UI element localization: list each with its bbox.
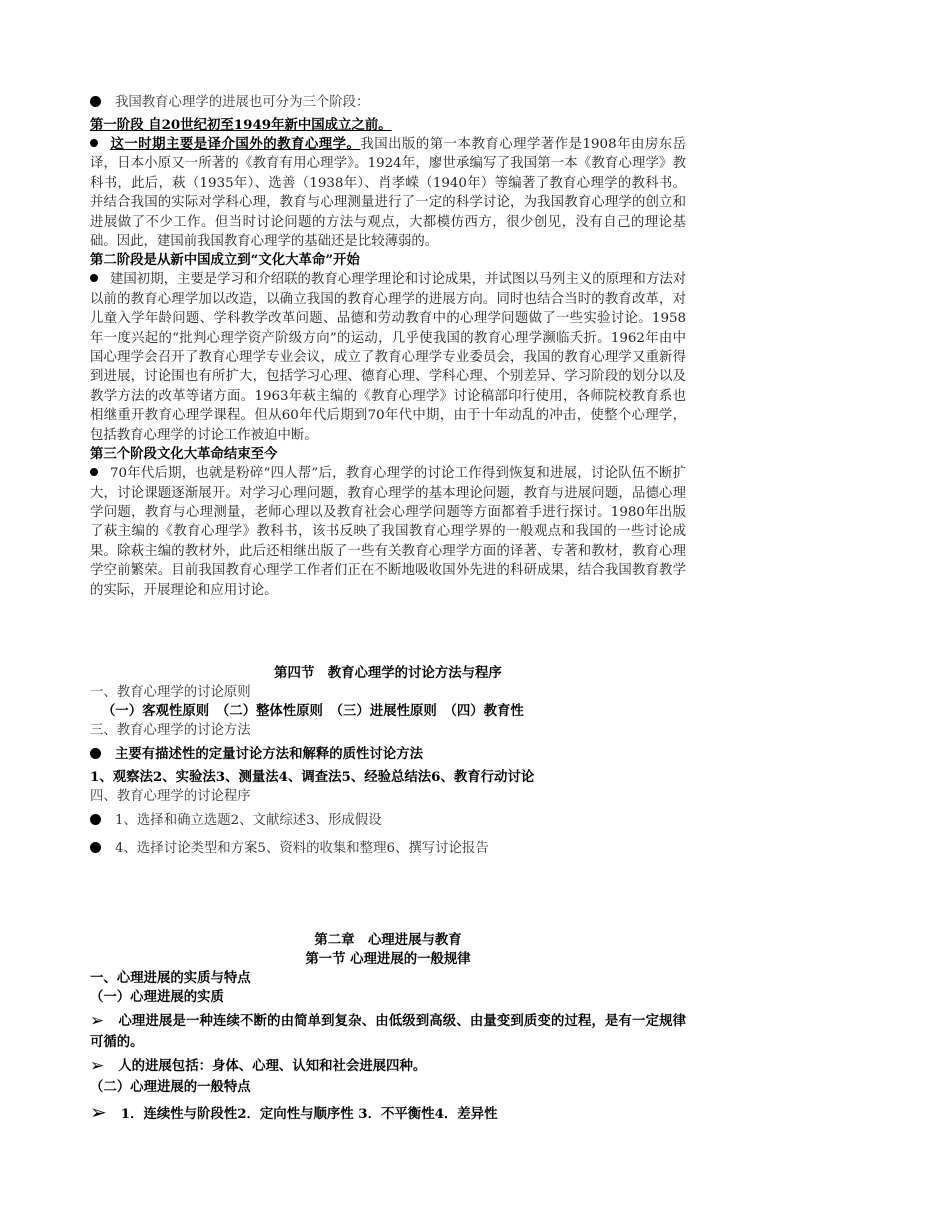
methods-heading: 三、教育心理学的讨论方法 [90,723,251,738]
procedure-line-1 [90,811,686,830]
chapter2-p3: 1．连续性与阶段性2．定向性与顺序性 3．不平衡性4．差异性 [120,1106,498,1122]
arrow-bullet-icon: ➢ [90,1011,105,1031]
stage2-paragraph [90,270,686,445]
principles-heading: 一、教育心理学的讨论原则 [90,685,251,700]
stage1-body: 我国出版的第一本教育心理学著作是1908年由房东岳译，日本小原又一所著的《教育有用心理学》。1924年，廖世承编写了我国第一本《教育心理学》教科书，此后，萩（1935年）、选善（1938年）、肖孝嵘（1940年）等编著了教育心理学的教科书。并结合我国的实际对学科心理，教育与心理测量进行了一定的科学讨论，为我国教育心理学的创立和进展做了不少工作。但当时讨论问题的方法与观点，大都模仿西方，很少创见，没有自己的理论基础。因此，建国前我国教育心理学的基础还是比较薄弱的。 [90,137,687,250]
procedure-heading: 四、教育心理学的讨论程序 [90,789,251,804]
bullet-icon [90,842,101,853]
arrow-bullet-icon: ➢ [90,1100,107,1124]
procedure-2: 4、选择讨论类型和方案5、资料的收集和整理6、撰写讨论报告 [115,841,489,856]
principles-list: （一）客观性原则 （二）整体性原则 （三）进展性原则 （四）教育性 [102,703,524,719]
chapter2-section [90,931,686,1124]
stage3-paragraph [90,464,686,600]
procedure-1: 1、选择和确立选题2、文献综述3、形成假设 [115,813,382,828]
bullet-icon [90,96,101,107]
bullet-icon [90,748,101,759]
stage1-paragraph [90,135,686,251]
stage2-body: 建国初期，主要是学习和介绍联的教育心理学理论和讨论成果，并试图以马列主义的原理和方法对以前的教育心理学加以改造，以确立我国的教育心理学的进展方向。同时也结合当时的教育改革，对儿童入学年龄问题、学科教学改革问题、品德和劳动教育中的心理学问题做了一些实验讨论。1958年一度兴起的“批判心理学资产阶级方向”的运动，几乎使我国的教育心理学濒临夭折。1962年由中国心理学会召开了教育心理学专业会议，成立了教育心理学专业委员会，我国的教育心理学又重新得到进展，讨论围也有所扩大，包括学习心理、德育心理、学科心理、个别差异、学习阶段的划分以及教学方法的改革等诸方面。1963年萩主编的《教育心理学》讨论稿部印行使用，各师院校教育系也相继重开教育心理学课程。但从60年代后期到70年代中期，由于十年动乱的冲击，使整个心理学，包括教育心理学的讨论工作被迫中断。 [90,272,686,443]
arrow-bullet-icon: ➢ [90,1056,105,1076]
chapter2-title: 第二章 心理进展与教育 [314,932,462,948]
stage3-body: 70年代后期，也就是粉碎“四人帮”后，教育心理学的讨论工作得到恢复和进展，讨论队伍不断扩大，讨论课题逐渐展开。对学习心理问题，教育心理学的基本理论问题，教育与进展问题，品德心理学问题，教育与心理测量，老师心理以及教育社会心理学问题等方面都着手进行探讨。1980年出版了萩主编的《教育心理学》教科书，该书反映了我国教育心理学界的一般观点和我国的一些讨论成果。除萩主编的教材外，此后还相继出版了一些有关教育心理学方面的译著、专著和教材，教育心理学空前繁荣。目前我国教育心理学工作者们正在不断地吸收国外先进的科研成果，结合我国教育教学的实际，开展理论和应用讨论。 [90,466,686,598]
chapter2-heading-1-1: （一）心理进展的实质 [90,989,224,1005]
methods-lead: 主要有描述性的定量讨论方法和解释的质性讨论方法 [115,746,423,762]
chapter2-point-2 [90,1057,686,1076]
bullet-icon [90,139,98,147]
methods-list: 1、观察法2、实验法3、测量法4、调查法5、经验总结法6、教育行动讨论 [90,769,535,785]
intro-line [90,93,686,112]
stage3-heading: 第三个阶段文化大革命结束至今 [90,446,278,463]
section4-title: 第四节 教育心理学的讨论方法与程序 [274,665,502,681]
chapter2-section-title: 第一节 心理进展的一般规律 [305,951,471,967]
stage2-heading: 第二阶段是从新中国成立到“文化大革命”开始 [90,252,360,269]
bullet-icon [90,274,98,282]
procedure-line-2 [90,839,686,858]
stage1-heading: 第一阶段 自20世纪初至1949年新中国成立之前。 [90,117,392,133]
chapter2-point-3 [90,1100,686,1124]
bullet-icon [90,814,101,825]
stage1-lead: 这一时期主要是译介国外的教育心理学。 [110,136,361,152]
chapter2-heading-1: 一、心理进展的实质与特点 [90,970,251,986]
methods-lead-line [90,745,686,764]
intro-text: 我国教育心理学的进展也可分为三个阶段： [115,95,370,110]
chapter2-p1: 心理进展是一种连续不断的由简单到复杂、由低级到高级、由量变到质变的过程，是有一定规律可循的。 [90,1013,686,1050]
stages-section [90,93,686,600]
chapter2-heading-1-2: （二）心理进展的一般特点 [90,1079,251,1095]
chapter2-point-1 [90,1011,686,1053]
chapter2-p2: 人的进展包括：身体、心理、认知和社会进展四种。 [118,1058,427,1074]
bullet-icon [90,468,98,476]
research-methods-section [90,664,686,858]
